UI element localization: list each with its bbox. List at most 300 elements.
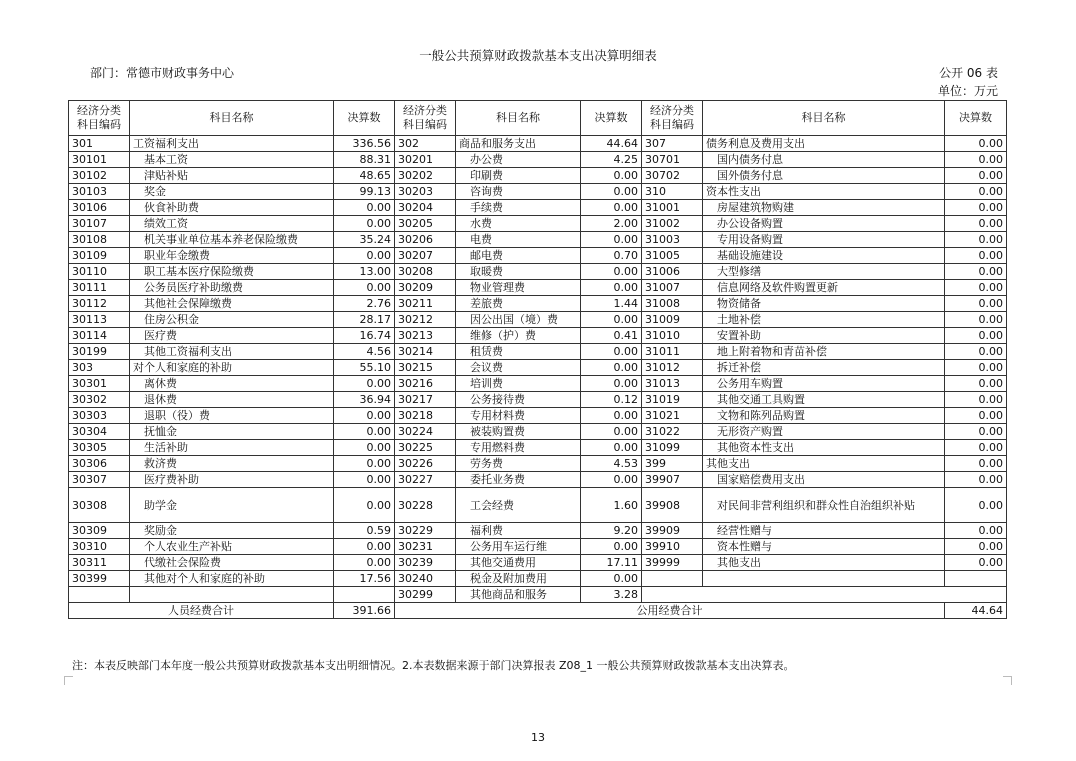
amount-cell: 0.00 bbox=[334, 216, 395, 232]
item-name-cell: 债务利息及费用支出 bbox=[703, 136, 945, 152]
amount-cell: 2.00 bbox=[581, 216, 642, 232]
amount-cell: 0.70 bbox=[581, 248, 642, 264]
item-name-cell: 离休费 bbox=[130, 376, 334, 392]
item-name-cell: 国家赔偿费用支出 bbox=[703, 472, 945, 488]
table-row bbox=[69, 539, 1007, 555]
item-name-cell: 其他社会保障缴费 bbox=[130, 296, 334, 312]
item-name-cell: 退职（役）费 bbox=[130, 408, 334, 424]
item-name-cell: 地上附着物和青苗补偿 bbox=[703, 344, 945, 360]
item-name-cell: 基本工资 bbox=[130, 152, 334, 168]
amount-cell: 36.94 bbox=[334, 392, 395, 408]
item-name-cell: 商品和服务支出 bbox=[456, 136, 581, 152]
item-name-cell: 其他交通费用 bbox=[456, 555, 581, 571]
item-name-cell bbox=[130, 587, 334, 603]
code-cell: 31001 bbox=[642, 200, 703, 216]
amount-cell: 16.74 bbox=[334, 328, 395, 344]
amount-cell: 2.76 bbox=[334, 296, 395, 312]
amount-cell: 3.28 bbox=[581, 587, 642, 603]
amount-cell: 1.44 bbox=[581, 296, 642, 312]
table-header-row bbox=[69, 101, 1007, 136]
header-name: 科目名称 bbox=[130, 101, 334, 136]
item-name-cell: 会议费 bbox=[456, 360, 581, 376]
amount-cell: 0.00 bbox=[945, 424, 1007, 440]
code-cell: 30106 bbox=[69, 200, 130, 216]
item-name-cell: 公务用车购置 bbox=[703, 376, 945, 392]
amount-cell: 48.65 bbox=[334, 168, 395, 184]
amount-cell: 0.00 bbox=[945, 216, 1007, 232]
amount-cell: 0.00 bbox=[581, 472, 642, 488]
code-cell: 30215 bbox=[395, 360, 456, 376]
amount-cell: 28.17 bbox=[334, 312, 395, 328]
item-name-cell: 奖金 bbox=[130, 184, 334, 200]
item-name-cell: 助学金 bbox=[130, 488, 334, 523]
code-cell: 30101 bbox=[69, 152, 130, 168]
item-name-cell: 维修（护）费 bbox=[456, 328, 581, 344]
item-name-cell: 基础设施建设 bbox=[703, 248, 945, 264]
code-cell: 30209 bbox=[395, 280, 456, 296]
code-cell: 31021 bbox=[642, 408, 703, 424]
code-cell: 30399 bbox=[69, 571, 130, 587]
amount-cell: 0.00 bbox=[334, 408, 395, 424]
amount-cell: 0.00 bbox=[945, 280, 1007, 296]
amount-cell: 99.13 bbox=[334, 184, 395, 200]
amount-cell: 0.00 bbox=[334, 280, 395, 296]
amount-cell: 17.56 bbox=[334, 571, 395, 587]
amount-cell: 0.00 bbox=[581, 232, 642, 248]
item-name-cell: 其他商品和服务 bbox=[456, 587, 581, 603]
item-name-cell: 大型修缮 bbox=[703, 264, 945, 280]
amount-cell: 0.00 bbox=[945, 523, 1007, 539]
item-name-cell: 公务员医疗补助缴费 bbox=[130, 280, 334, 296]
amount-cell: 4.56 bbox=[334, 344, 395, 360]
header-amount: 决算数 bbox=[945, 101, 1007, 136]
item-name-cell: 医疗费补助 bbox=[130, 472, 334, 488]
item-name-cell: 抚恤金 bbox=[130, 424, 334, 440]
amount-cell: 0.00 bbox=[945, 152, 1007, 168]
item-name-cell: 机关事业单位基本养老保险缴费 bbox=[130, 232, 334, 248]
amount-cell: 0.00 bbox=[581, 360, 642, 376]
amount-cell: 0.00 bbox=[945, 392, 1007, 408]
item-name-cell: 办公设备购置 bbox=[703, 216, 945, 232]
amount-cell: 44.64 bbox=[581, 136, 642, 152]
item-name-cell: 其他支出 bbox=[703, 456, 945, 472]
page-number: 13 bbox=[531, 731, 545, 744]
amount-cell: 0.00 bbox=[581, 280, 642, 296]
code-cell: 30226 bbox=[395, 456, 456, 472]
unit-label: 单位：万元 bbox=[937, 84, 998, 98]
code-cell: 30201 bbox=[395, 152, 456, 168]
item-name-cell: 奖励金 bbox=[130, 523, 334, 539]
header-name: 科目名称 bbox=[703, 101, 945, 136]
amount-cell: 0.00 bbox=[334, 376, 395, 392]
amount-cell: 0.59 bbox=[334, 523, 395, 539]
amount-cell: 0.00 bbox=[581, 424, 642, 440]
code-cell: 303 bbox=[69, 360, 130, 376]
table-row bbox=[69, 296, 1007, 312]
table-row bbox=[69, 472, 1007, 488]
item-name-cell: 文物和陈列品购置 bbox=[703, 408, 945, 424]
amount-cell: 0.41 bbox=[581, 328, 642, 344]
amount-cell: 0.00 bbox=[334, 472, 395, 488]
item-name-cell: 医疗费 bbox=[130, 328, 334, 344]
code-cell: 399 bbox=[642, 456, 703, 472]
table-row bbox=[69, 456, 1007, 472]
table-row bbox=[69, 555, 1007, 571]
amount-cell: 0.00 bbox=[945, 488, 1007, 523]
code-cell: 39908 bbox=[642, 488, 703, 523]
amount-cell: 0.00 bbox=[581, 440, 642, 456]
code-cell: 30229 bbox=[395, 523, 456, 539]
amount-cell: 0.00 bbox=[945, 360, 1007, 376]
footnote: 注：本表反映部门本年度一般公共预算财政拨款基本支出明细情况。2.本表数据来源于部门决算报表 Z08_1 一般公共预算财政拨款基本支出决算表。 bbox=[72, 659, 795, 672]
amount-cell: 13.00 bbox=[334, 264, 395, 280]
code-cell: 30304 bbox=[69, 424, 130, 440]
code-cell: 31013 bbox=[642, 376, 703, 392]
amount-cell: 0.00 bbox=[334, 456, 395, 472]
item-name-cell: 水费 bbox=[456, 216, 581, 232]
amount-cell: 0.00 bbox=[945, 440, 1007, 456]
item-name-cell: 因公出国（境）费 bbox=[456, 312, 581, 328]
code-cell: 30306 bbox=[69, 456, 130, 472]
amount-cell: 0.00 bbox=[945, 312, 1007, 328]
amount-cell: 35.24 bbox=[334, 232, 395, 248]
table-row bbox=[69, 488, 1007, 523]
item-name-cell: 差旅费 bbox=[456, 296, 581, 312]
amount-cell: 0.00 bbox=[945, 184, 1007, 200]
table-row bbox=[69, 424, 1007, 440]
amount-cell: 9.20 bbox=[581, 523, 642, 539]
table-row bbox=[69, 376, 1007, 392]
item-name-cell: 电费 bbox=[456, 232, 581, 248]
item-name-cell: 印刷费 bbox=[456, 168, 581, 184]
item-name-cell: 办公费 bbox=[456, 152, 581, 168]
amount-cell: 0.00 bbox=[581, 571, 642, 587]
code-cell: 31099 bbox=[642, 440, 703, 456]
table-row bbox=[69, 587, 1007, 603]
item-name-cell: 其他支出 bbox=[703, 555, 945, 571]
table-row bbox=[69, 328, 1007, 344]
code-cell: 30231 bbox=[395, 539, 456, 555]
code-cell: 30207 bbox=[395, 248, 456, 264]
amount-cell: 0.00 bbox=[581, 312, 642, 328]
code-cell: 31011 bbox=[642, 344, 703, 360]
code-cell: 307 bbox=[642, 136, 703, 152]
amount-cell bbox=[334, 587, 395, 603]
amount-cell: 0.00 bbox=[581, 264, 642, 280]
table-row bbox=[69, 344, 1007, 360]
code-cell: 30107 bbox=[69, 216, 130, 232]
personnel-total-label: 人员经费合计 bbox=[69, 603, 334, 619]
table-row bbox=[69, 200, 1007, 216]
crop-mark-left bbox=[64, 676, 73, 685]
item-name-cell: 伙食补助费 bbox=[130, 200, 334, 216]
code-cell: 301 bbox=[69, 136, 130, 152]
table-row bbox=[69, 280, 1007, 296]
code-cell: 30103 bbox=[69, 184, 130, 200]
item-name-cell: 被装购置费 bbox=[456, 424, 581, 440]
empty-cell bbox=[642, 587, 1007, 603]
amount-cell: 0.00 bbox=[581, 376, 642, 392]
amount-cell: 0.00 bbox=[945, 376, 1007, 392]
amount-cell: 0.00 bbox=[945, 555, 1007, 571]
public-total-value: 44.64 bbox=[945, 603, 1007, 619]
table-row bbox=[69, 523, 1007, 539]
item-name-cell: 公务接待费 bbox=[456, 392, 581, 408]
amount-cell: 0.00 bbox=[334, 488, 395, 523]
table-row bbox=[69, 216, 1007, 232]
item-name-cell: 信息网络及软件购置更新 bbox=[703, 280, 945, 296]
code-cell: 30102 bbox=[69, 168, 130, 184]
amount-cell: 4.25 bbox=[581, 152, 642, 168]
item-name-cell: 房屋建筑物购建 bbox=[703, 200, 945, 216]
code-cell: 30309 bbox=[69, 523, 130, 539]
code-cell: 30224 bbox=[395, 424, 456, 440]
amount-cell: 0.00 bbox=[581, 184, 642, 200]
code-cell: 30310 bbox=[69, 539, 130, 555]
item-name-cell: 拆迁补偿 bbox=[703, 360, 945, 376]
table-row bbox=[69, 408, 1007, 424]
header-code: 经济分类科目编码 bbox=[395, 101, 456, 136]
item-name-cell: 职业年金缴费 bbox=[130, 248, 334, 264]
item-name-cell: 救济费 bbox=[130, 456, 334, 472]
code-cell: 30204 bbox=[395, 200, 456, 216]
amount-cell: 0.00 bbox=[945, 408, 1007, 424]
amount-cell: 17.11 bbox=[581, 555, 642, 571]
item-name-cell: 专用材料费 bbox=[456, 408, 581, 424]
code-cell: 30299 bbox=[395, 587, 456, 603]
item-name-cell: 公务用车运行维 bbox=[456, 539, 581, 555]
amount-cell: 4.53 bbox=[581, 456, 642, 472]
header-code: 经济分类科目编码 bbox=[69, 101, 130, 136]
code-cell: 30239 bbox=[395, 555, 456, 571]
code-cell: 39910 bbox=[642, 539, 703, 555]
code-cell: 30227 bbox=[395, 472, 456, 488]
amount-cell: 0.00 bbox=[945, 264, 1007, 280]
code-cell: 30301 bbox=[69, 376, 130, 392]
code-cell: 30205 bbox=[395, 216, 456, 232]
code-cell bbox=[642, 571, 703, 587]
code-cell: 31012 bbox=[642, 360, 703, 376]
table-row bbox=[69, 232, 1007, 248]
expenditure-table bbox=[68, 100, 1007, 619]
item-name-cell: 住房公积金 bbox=[130, 312, 334, 328]
code-cell: 30701 bbox=[642, 152, 703, 168]
amount-cell: 0.00 bbox=[581, 408, 642, 424]
item-name-cell: 资本性赠与 bbox=[703, 539, 945, 555]
item-name-cell: 租赁费 bbox=[456, 344, 581, 360]
amount-cell: 0.00 bbox=[945, 456, 1007, 472]
code-cell: 31019 bbox=[642, 392, 703, 408]
department-label: 部门：常德市财政事务中心 bbox=[90, 66, 235, 80]
code-cell: 30208 bbox=[395, 264, 456, 280]
table-row bbox=[69, 136, 1007, 152]
code-cell: 31007 bbox=[642, 280, 703, 296]
item-name-cell: 工资福利支出 bbox=[130, 136, 334, 152]
code-cell: 30111 bbox=[69, 280, 130, 296]
item-name-cell: 国外债务付息 bbox=[703, 168, 945, 184]
item-name-cell: 其他工资福利支出 bbox=[130, 344, 334, 360]
item-name-cell: 物业管理费 bbox=[456, 280, 581, 296]
amount-cell: 0.00 bbox=[945, 344, 1007, 360]
code-cell: 30308 bbox=[69, 488, 130, 523]
item-name-cell: 个人农业生产补贴 bbox=[130, 539, 334, 555]
item-name-cell: 绩效工资 bbox=[130, 216, 334, 232]
item-name-cell: 专用燃料费 bbox=[456, 440, 581, 456]
amount-cell: 0.00 bbox=[945, 539, 1007, 555]
header-name: 科目名称 bbox=[456, 101, 581, 136]
code-cell: 30108 bbox=[69, 232, 130, 248]
code-cell: 310 bbox=[642, 184, 703, 200]
item-name-cell: 其他交通工具购置 bbox=[703, 392, 945, 408]
code-cell: 30211 bbox=[395, 296, 456, 312]
code-cell: 30702 bbox=[642, 168, 703, 184]
amount-cell: 0.00 bbox=[334, 248, 395, 264]
table-row bbox=[69, 248, 1007, 264]
amount-cell: 0.00 bbox=[334, 539, 395, 555]
code-cell bbox=[69, 587, 130, 603]
item-name-cell: 安置补助 bbox=[703, 328, 945, 344]
item-name-cell: 手续费 bbox=[456, 200, 581, 216]
amount-cell bbox=[945, 571, 1007, 587]
amount-cell: 0.00 bbox=[334, 555, 395, 571]
item-name-cell: 委托业务费 bbox=[456, 472, 581, 488]
item-name-cell: 劳务费 bbox=[456, 456, 581, 472]
item-name-cell: 取暖费 bbox=[456, 264, 581, 280]
code-cell: 30213 bbox=[395, 328, 456, 344]
code-cell: 30216 bbox=[395, 376, 456, 392]
table-row bbox=[69, 392, 1007, 408]
item-name-cell: 职工基本医疗保险缴费 bbox=[130, 264, 334, 280]
amount-cell: 0.12 bbox=[581, 392, 642, 408]
code-cell: 39907 bbox=[642, 472, 703, 488]
amount-cell: 0.00 bbox=[581, 344, 642, 360]
code-cell: 30305 bbox=[69, 440, 130, 456]
amount-cell: 55.10 bbox=[334, 360, 395, 376]
item-name-cell: 物资储备 bbox=[703, 296, 945, 312]
code-cell: 31006 bbox=[642, 264, 703, 280]
item-name-cell: 其他资本性支出 bbox=[703, 440, 945, 456]
item-name-cell: 无形资产购置 bbox=[703, 424, 945, 440]
item-name-cell: 退休费 bbox=[130, 392, 334, 408]
table-row bbox=[69, 152, 1007, 168]
code-cell: 30112 bbox=[69, 296, 130, 312]
code-cell: 30212 bbox=[395, 312, 456, 328]
crop-mark-right bbox=[1003, 676, 1012, 685]
item-name-cell: 福利费 bbox=[456, 523, 581, 539]
table-row bbox=[69, 168, 1007, 184]
totals-row bbox=[69, 603, 1007, 619]
table-row bbox=[69, 360, 1007, 376]
personnel-total-value: 391.66 bbox=[334, 603, 395, 619]
item-name-cell: 对民间非营利组织和群众性自治组织补贴 bbox=[703, 488, 945, 523]
item-name-cell: 资本性支出 bbox=[703, 184, 945, 200]
amount-cell: 0.00 bbox=[945, 248, 1007, 264]
amount-cell: 0.00 bbox=[945, 472, 1007, 488]
code-cell: 30302 bbox=[69, 392, 130, 408]
page-title: 一般公共预算财政拨款基本支出决算明细表 bbox=[419, 48, 657, 63]
code-cell: 30311 bbox=[69, 555, 130, 571]
table-row bbox=[69, 264, 1007, 280]
code-cell: 30240 bbox=[395, 571, 456, 587]
amount-cell: 0.00 bbox=[945, 328, 1007, 344]
form-number: 公开 06 表 bbox=[939, 66, 998, 80]
code-cell: 30307 bbox=[69, 472, 130, 488]
code-cell: 302 bbox=[395, 136, 456, 152]
code-cell: 30109 bbox=[69, 248, 130, 264]
code-cell: 30217 bbox=[395, 392, 456, 408]
table-row bbox=[69, 440, 1007, 456]
item-name-cell: 邮电费 bbox=[456, 248, 581, 264]
code-cell: 31003 bbox=[642, 232, 703, 248]
code-cell: 30206 bbox=[395, 232, 456, 248]
amount-cell: 0.00 bbox=[334, 424, 395, 440]
amount-cell: 0.00 bbox=[945, 136, 1007, 152]
amount-cell: 0.00 bbox=[945, 168, 1007, 184]
header-amount: 决算数 bbox=[581, 101, 642, 136]
item-name-cell: 税金及附加费用 bbox=[456, 571, 581, 587]
item-name-cell: 土地补偿 bbox=[703, 312, 945, 328]
amount-cell: 0.00 bbox=[945, 232, 1007, 248]
item-name-cell: 代缴社会保险费 bbox=[130, 555, 334, 571]
amount-cell: 0.00 bbox=[581, 200, 642, 216]
item-name-cell: 津贴补贴 bbox=[130, 168, 334, 184]
amount-cell: 1.60 bbox=[581, 488, 642, 523]
code-cell: 39909 bbox=[642, 523, 703, 539]
code-cell: 31010 bbox=[642, 328, 703, 344]
item-name-cell: 对个人和家庭的补助 bbox=[130, 360, 334, 376]
amount-cell: 336.56 bbox=[334, 136, 395, 152]
table-row bbox=[69, 571, 1007, 587]
item-name-cell: 工会经费 bbox=[456, 488, 581, 523]
item-name-cell: 咨询费 bbox=[456, 184, 581, 200]
code-cell: 31002 bbox=[642, 216, 703, 232]
item-name-cell: 专用设备购置 bbox=[703, 232, 945, 248]
table-row bbox=[69, 312, 1007, 328]
amount-cell: 0.00 bbox=[334, 440, 395, 456]
code-cell: 30110 bbox=[69, 264, 130, 280]
code-cell: 30214 bbox=[395, 344, 456, 360]
item-name-cell: 生活补助 bbox=[130, 440, 334, 456]
code-cell: 30218 bbox=[395, 408, 456, 424]
amount-cell: 0.00 bbox=[581, 539, 642, 555]
code-cell: 30203 bbox=[395, 184, 456, 200]
amount-cell: 0.00 bbox=[334, 200, 395, 216]
amount-cell: 0.00 bbox=[945, 296, 1007, 312]
code-cell: 31008 bbox=[642, 296, 703, 312]
item-name-cell: 培训费 bbox=[456, 376, 581, 392]
item-name-cell: 国内债务付息 bbox=[703, 152, 945, 168]
amount-cell: 88.31 bbox=[334, 152, 395, 168]
code-cell: 30199 bbox=[69, 344, 130, 360]
code-cell: 31005 bbox=[642, 248, 703, 264]
public-total-label: 公用经费合计 bbox=[395, 603, 945, 619]
item-name-cell: 其他对个人和家庭的补助 bbox=[130, 571, 334, 587]
code-cell: 30303 bbox=[69, 408, 130, 424]
item-name-cell: 经营性赠与 bbox=[703, 523, 945, 539]
code-cell: 30114 bbox=[69, 328, 130, 344]
header-amount: 决算数 bbox=[334, 101, 395, 136]
code-cell: 30228 bbox=[395, 488, 456, 523]
code-cell: 30202 bbox=[395, 168, 456, 184]
amount-cell: 0.00 bbox=[945, 200, 1007, 216]
code-cell: 30113 bbox=[69, 312, 130, 328]
amount-cell: 0.00 bbox=[581, 168, 642, 184]
code-cell: 39999 bbox=[642, 555, 703, 571]
header-code: 经济分类科目编码 bbox=[642, 101, 703, 136]
code-cell: 30225 bbox=[395, 440, 456, 456]
table-row bbox=[69, 184, 1007, 200]
item-name-cell bbox=[703, 571, 945, 587]
